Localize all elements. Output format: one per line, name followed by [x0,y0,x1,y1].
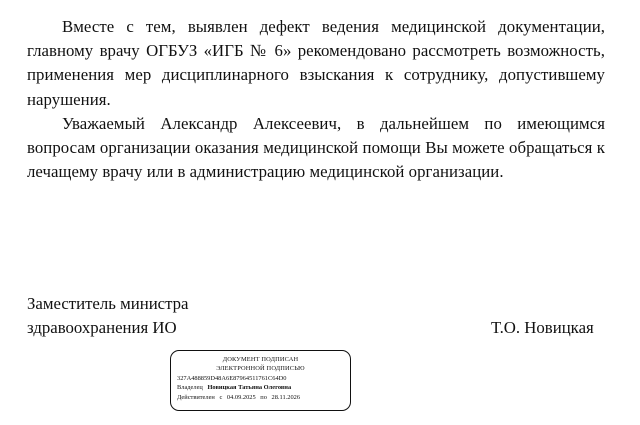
signer-position-line-2: здравоохранения ИО [27,318,177,338]
electronic-signature-stamp [170,350,351,411]
stamp-header-line-1: ДОКУМЕНТ ПОДПИСАН [222,356,299,363]
stamp-valid-to-label: по [260,393,267,401]
stamp-valid-from-label: с [219,393,223,401]
stamp-valid-label: Действителен [177,393,215,401]
letter-body [27,15,605,184]
stamp-owner-row [177,383,344,392]
signer-position [27,292,189,340]
signer-position-line-1: Заместитель министра [27,294,189,313]
stamp-valid-from: 04.09.2025 [226,393,256,401]
stamp-owner-name: Новицкая Татьяна Олеговна [207,384,292,392]
signer-name: Т.О. Новицкая [491,318,594,337]
stamp-owner-label: Владелец [177,384,203,392]
stamp-header-line-2: ЭЛЕКТРОННОЙ ПОДПИСЬЮ [216,365,305,373]
paragraph-1: Вместе с тем, выявлен дефект ведения медицинской документации, главному врачу ОГБУЗ «ИГБ № 6» рекомендовано рассмотреть возможность, применения мер дисциплинарного взыскания к сотруднику, допустившему нарушения. [27,17,605,109]
stamp-validity-row [177,393,344,402]
stamp-certificate: 327A488859D48A6E87964511761C64D0 [177,374,287,382]
stamp-valid-to: 28.11.2026 [271,393,301,401]
paragraph-2: Уважаемый Александр Алексеевич, в дальнейшем по имеющимся вопросам организации оказания медицинской помощи Вы можете обращаться к лечащему врачу или в администрацию медицинской организации. [27,113,605,182]
